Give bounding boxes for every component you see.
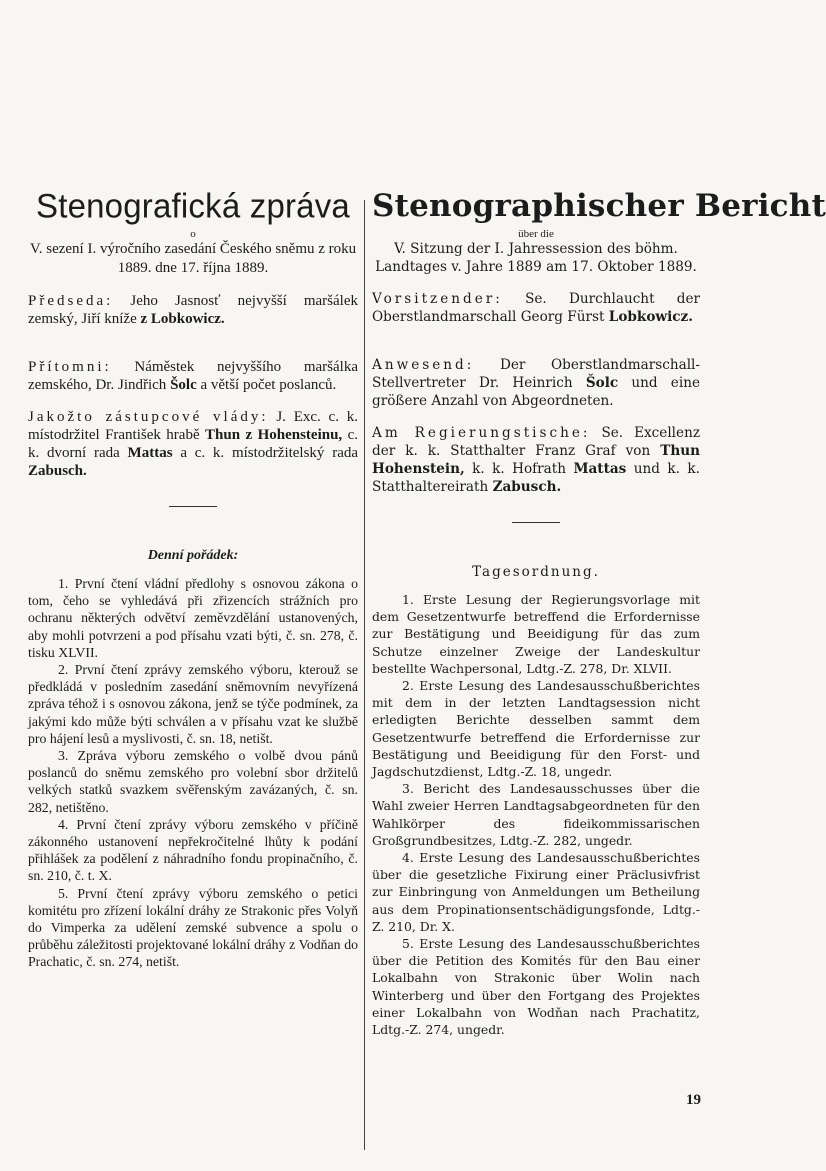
czech-predseda-name: z Lobkowicz. — [140, 311, 225, 327]
german-anwesend-label: Anwesend: — [372, 357, 475, 373]
czech-pritomni-text: Náměstek nejvyššího maršálka zemského, Dr. Jindřich — [28, 359, 358, 393]
czech-predseda-label: Předseda: — [28, 293, 114, 309]
german-agenda-item-3: 3. Bericht des Landesausschusses über die Wahl zweier Herren Landtagsabgeordneten für den Wahlkörper des fideikommissarischen Großgrundbesitzes, Ldtg.-Z. 282, ungedr. — [372, 781, 700, 848]
czech-agenda-item-2: 2. První čtení zprávy zemského výboru, kterouž se předkládá v posledním zasedání sněmovním nevyřízená zpráva téhož i s osnovou zákona, jenž se týče podmínek, za jakými kdo může býti schválen a v přísahu vzat ke službě pro hájení lesů a myslivosti, č. sn. 18, netišt. — [28, 662, 358, 746]
german-session-line: V. Sitzung der I. Jahressession des böhm. Landtages v. Jahre 1889 am 17. Oktober 1889. — [375, 241, 697, 275]
german-reg-name1: Thun Hohenstein, — [372, 443, 700, 477]
german-title: Stenographischer Bericht — [372, 188, 826, 224]
german-agenda-item-1: 1. Erste Lesung der Regierungsvorlage mit dem Gesetzentwurfe betreffend die Erfordernisse zur Bestätigung und Beeidigung für das zum Schutze einzelner Zweige der Landeskultur bestellte Wachpersonal, Ldtg.-Z. 278, Dr. XLVII. — [372, 592, 700, 676]
czech-session-line: V. sezení I. výročního zasedání Českého sněmu z roku 1889. dne 17. října 1889. — [29, 241, 357, 276]
czech-vlada — [28, 408, 358, 480]
czech-small-o: o — [190, 228, 196, 240]
german-anwesend — [372, 356, 700, 410]
german-reg-name2: Mattas — [573, 461, 627, 477]
german-reg-name3: Zabusch. — [492, 479, 562, 495]
czech-pritomni-label: Přítomni: — [28, 359, 112, 375]
czech-vlada-text3: a c. k. místodržitelský rada — [180, 445, 359, 461]
german-agenda-item-5: 5. Erste Lesung des Landesausschußberichtes über die Petition des Komités für den Bau einer Lokalbahn von Strakonic über Wolin nach Winterberg und über den Fortgang des Projektes einer Lokalbahn von Wodňan nach Prachatitz, Ldtg.-Z. 274, ungedr. — [372, 936, 700, 1038]
german-agenda-item-4: 4. Erste Lesung des Landesausschußberichtes über die gesetzliche Fixirung einer Präclusivfrist zur Einbringung von Anmeldungen um Betheilung aus dem Propinationsentschädigungsfonde, Ldtg.-Z. 210, Dr. X. — [372, 850, 700, 934]
german-anwesend-tail: und eine größere Anzahl von Abgeordneten. — [372, 375, 700, 409]
german-agenda-heading: Tagesordnung. — [472, 564, 600, 580]
german-reg-text2: k. k. Hofrath — [472, 461, 567, 477]
czech-pritomni-name: Šolc — [170, 377, 197, 393]
czech-agenda-heading: Denní pořádek: — [147, 548, 239, 563]
german-reg-text1: Se. Excellenz der k. k. Statthalter Franz Graf von — [372, 425, 700, 459]
czech-agenda-item-1: 1. První čtení vládní předlohy s osnovou zákona o tom, čeho se vyhledává při zřizencích strážních pro ochranu některých odvětví zeměvzdělání ustanovených, aby mohli potvrzeni a pod přísahu vzati býti, č. sn. 278, č. tisku XLVII. — [28, 576, 358, 660]
czech-vlada-name3: Zabusch. — [28, 463, 87, 479]
czech-predseda — [28, 292, 358, 328]
column-divider — [364, 200, 365, 1150]
czech-vlada-text2: c. k. dvorní rada — [28, 427, 359, 461]
german-small-uber: über die — [518, 228, 554, 240]
german-column — [372, 186, 826, 1038]
czech-pritomni-tail: a větší počet poslanců. — [200, 377, 337, 393]
czech-agenda-item-3: 3. Zpráva výboru zemského o volbě dvou pánů poslanců do sněmu zemského pro volební sbor držitelů velkých statků svazkem svěřenským zavázaných, č. sn. 282, netištěno. — [28, 748, 358, 815]
german-reg-label: Am Regierungstische: — [372, 425, 591, 441]
german-vorsitz — [372, 290, 700, 326]
czech-title: Stenografická zpráva — [35, 186, 350, 225]
czech-predseda-text: Jeho Jasnosť nejvyšší maršálek zemský, Jiří kníže — [28, 293, 358, 327]
czech-pritomni — [28, 358, 358, 394]
german-agenda-item-2: 2. Erste Lesung des Landesausschußberichtes mit dem in der letzten Landtagsession nicht erledigten Berichte desselben sammt dem Gesetzentwurfe betreffend die Erfordernisse zur Bestätigung und Beeidigung für den Forst- und Jagdschutzdienst, Ldtg.-Z. 18, ungedr. — [372, 678, 700, 780]
czech-agenda-item-4: 4. První čtení zprávy výboru zemského v příčině zákonného ustanovení nepřekročitelné lhůty k podání přihlášek za podělení z náhradního fondu propinačního, č. sn. 210, č. t. X. — [28, 816, 358, 884]
czech-vlada-name1: Thun z Hohensteinu, — [205, 427, 343, 443]
czech-vlada-label: Jakožto zástupcové vlády: — [28, 409, 269, 425]
german-reg-text3: und k. k. Statthaltereirath — [372, 461, 700, 495]
czech-vlada-name2: Mattas — [127, 445, 173, 461]
german-vorsitz-name: Lobkowicz. — [608, 309, 693, 325]
german-anwesend-name: Šolc — [585, 375, 619, 391]
german-regierung — [372, 424, 700, 496]
german-vorsitz-text: Se. Durchlaucht der Oberstlandmarschall Georg Fürst — [372, 291, 700, 325]
page-number: 19 — [686, 1092, 701, 1108]
czech-vlada-text1: J. Exc. c. k. místodržitel František hrabě — [28, 409, 359, 443]
czech-column — [28, 186, 358, 971]
german-vorsitz-label: Vorsitzender: — [372, 291, 503, 307]
czech-agenda-item-5: 5. První čtení zprávy výboru zemského o petici komitétu pro zřízení lokální dráhy ze Strakonic přes Volyň do Vimperka za udělení zemské subvence a spolu o průběhu záležitosti projektované lokální dráhy z Vodňan do Prachatic, č. sn. 274, netišt. — [28, 885, 358, 970]
german-anwesend-text: Der Oberstlandmarschall-Stellvertreter Dr. Heinrich — [372, 357, 700, 391]
